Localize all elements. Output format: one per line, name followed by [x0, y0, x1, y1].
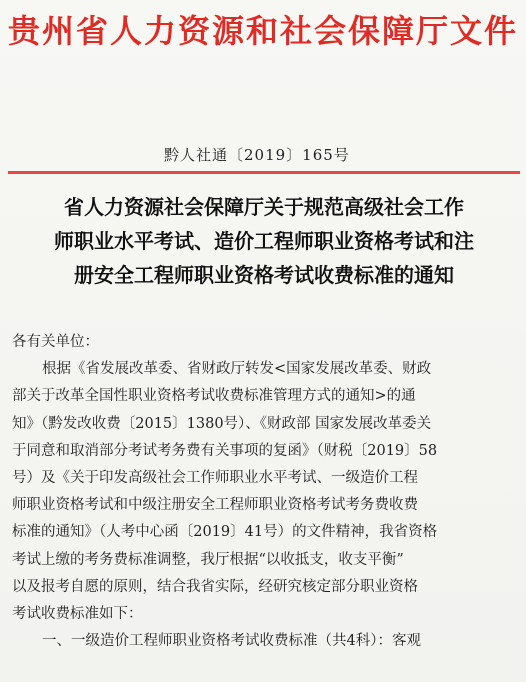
header-separator-line — [8, 171, 520, 174]
document-number: 黔人社通〔2019〕165号 — [164, 146, 350, 164]
notice-title — [14, 190, 514, 292]
salutation: 各有关单位： — [12, 334, 99, 350]
paragraph-line-5: 号）及《关于印发高级社会工作师职业水平考试、一级造价工程 — [12, 470, 418, 487]
notice-title-line-1: 省人力资源社会保障厅关于规范高级社会工作 — [64, 195, 464, 219]
paragraph-line-4: 于同意和取消部分考试考务费有关事项的复函》（财税〔2019〕58 — [12, 442, 438, 459]
paragraph-line-10: 考试收费标准如下： — [12, 606, 143, 623]
paragraph-line-7: 标准的通知》（人考中心函〔2019〕41号）的文件精神，我省资格 — [12, 524, 438, 541]
notice-title-line-2: 师职业水平考试、造价工程师职业资格考试和注 — [54, 229, 474, 253]
main-paragraph — [12, 356, 504, 628]
paragraph-line-6: 师职业资格考试和中级注册安全工程师职业资格考试考务费收费 — [12, 497, 418, 514]
paragraph-line-3: 知》（黔发改收费〔2015〕1380号）、《财政部 国家发展改革委关 — [12, 415, 432, 432]
paragraph-line-8: 考试上缴的考务费标准调整，我厅根据“以收抵支，收支平衡” — [12, 551, 404, 568]
paragraph-line-2: 部关于改革全国性职业资格考试收费标准管理方式的通知>的通 — [12, 388, 416, 405]
document-header-title: 贵州省人力资源和社会保障厅文件 — [8, 12, 519, 50]
paragraph-line-9: 以及报考自愿的原则，结合我省实际，经研究核定部分职业资格 — [12, 578, 418, 595]
document-body — [12, 329, 504, 655]
paragraph-line-1: 根据《省发展改革委、省财政厅转发<国家发展改革委、财政 — [42, 361, 432, 378]
section-heading-1: 一、一级造价工程师职业资格考试收费标准（共4科）：客观 — [42, 633, 421, 650]
notice-title-line-3: 册安全工程师职业资格考试收费标准的通知 — [74, 263, 454, 287]
